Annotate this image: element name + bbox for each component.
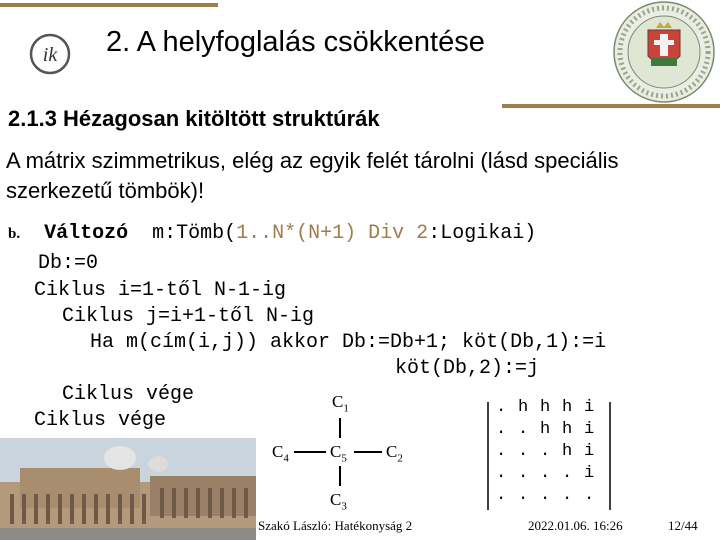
code-line-init: Db:=0 (38, 252, 99, 275)
matrix-cell: h (562, 420, 573, 439)
matrix-cell: . (540, 442, 551, 461)
university-seal (612, 0, 716, 104)
section-heading: 2.1.3 Hézagosan kitöltött struktúrák (8, 106, 380, 131)
code-type-suffix: :Logikai) (428, 222, 537, 245)
code-type-prefix: m:Tömb( (152, 222, 237, 245)
matrix-cell: . (518, 420, 529, 439)
matrix-cell: . (496, 420, 507, 439)
matrix-cell: . (540, 464, 551, 483)
node-c1: $C_1$ (332, 392, 349, 415)
code-line-end-outer: Ciklus vége (34, 409, 167, 432)
matrix-cell: . (518, 486, 529, 505)
matrix-cell: h (540, 420, 551, 439)
top-accent-bar (0, 3, 218, 7)
code-line-if: Ha m(cím(i,j)) akkor Db:=Db+1; köt(Db,1):=i (90, 331, 607, 354)
matrix-cell: . (518, 442, 529, 461)
node-c3: $C_3$ (330, 490, 347, 513)
footer-page-number: 12/44 (668, 518, 698, 533)
building-photo (0, 438, 256, 540)
node-c2: $C_2$ (386, 442, 403, 465)
code-line-loop-inner: Ciklus j=i+1-től N-ig (62, 305, 315, 328)
matrix-cell: h (518, 398, 529, 417)
code-line-if-continued: köt(Db,2):=j (395, 357, 540, 380)
header-divider-bar (502, 104, 720, 108)
triangular-matrix (486, 398, 614, 514)
intro-paragraph: A mátrix szimmetrikus, elég az egyik felét tárolni (lásd speciális szerkezetű tömbök)! (6, 148, 619, 203)
page-title: 2. A helyfoglalás csökkentése (106, 26, 485, 58)
matrix-cell: . (496, 442, 507, 461)
list-bullet: b. (8, 226, 21, 242)
code-line-loop-outer: Ciklus i=1-től N-1-ig (34, 279, 287, 302)
node-c5: $C_5$ (330, 442, 347, 465)
code-declaration-line (8, 222, 536, 245)
matrix-cell: . (518, 464, 529, 483)
node-c4: $C_4$ (272, 442, 289, 465)
matrix-cell: . (496, 464, 507, 483)
matrix-cell: . (540, 486, 551, 505)
matrix-cell: . (496, 486, 507, 505)
matrix-cell: i (584, 420, 595, 439)
graph-diagram (270, 390, 420, 518)
code-range: 1..N*(N+1) Div 2 (236, 222, 429, 245)
matrix-cell: i (584, 442, 595, 461)
matrix-cell: . (562, 464, 573, 483)
matrix-cell: i (584, 464, 595, 483)
matrix-cell: i (584, 398, 595, 417)
code-keyword: Változó (44, 222, 129, 245)
ik-logo-text: ik (42, 44, 58, 66)
matrix-cell: h (562, 442, 573, 461)
matrix-cell: . (562, 486, 573, 505)
matrix-cell: h (562, 398, 573, 417)
code-line-end-inner: Ciklus vége (62, 383, 195, 406)
matrix-cell: . (496, 398, 507, 417)
ik-logo (28, 32, 72, 76)
matrix-cell: h (540, 398, 551, 417)
matrix-cell: . (584, 486, 595, 505)
footer-date: 2022.01.06. 16:26 (528, 518, 623, 533)
footer-author: Szakó László: Hatékonyság 2 (258, 518, 413, 533)
